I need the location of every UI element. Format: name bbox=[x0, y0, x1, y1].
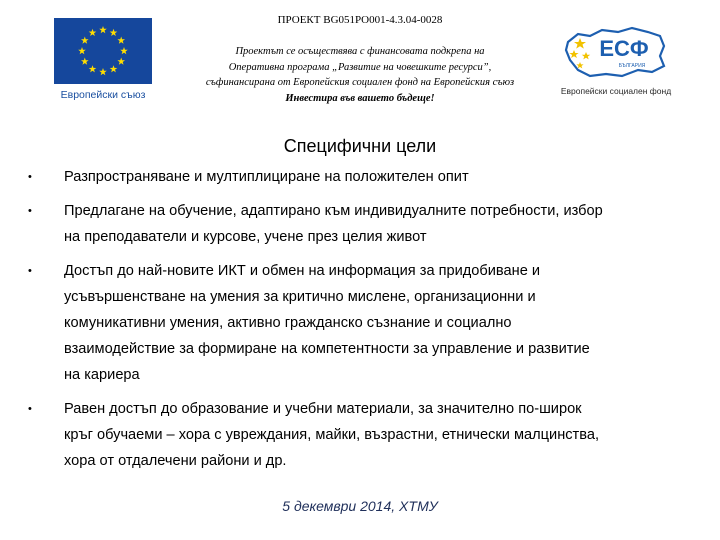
eu-star bbox=[89, 29, 97, 36]
bullet-line: хора от отдалечени райони и др. bbox=[64, 453, 287, 469]
bullet-line: на преподаватели и курсове, учене през целия живот bbox=[64, 229, 427, 245]
bullet-icon: • bbox=[28, 171, 32, 183]
eu-star bbox=[120, 47, 128, 54]
eu-star bbox=[117, 37, 125, 44]
slide-title: Специфични цели bbox=[283, 136, 437, 156]
eu-logo-caption: Европейски съюз bbox=[60, 89, 146, 101]
eu-star bbox=[99, 26, 107, 33]
esf-sub: БЪЛГАРИЯ bbox=[618, 63, 646, 69]
bullet-line: кръг обучаеми – хора с увреждания, майки, възрастни, етнически малцинства, bbox=[64, 427, 599, 443]
eu-star bbox=[117, 58, 125, 65]
esf-logo bbox=[560, 20, 672, 102]
bullet-line: взаимодействие за формиране на компетентности за управление и развитие bbox=[64, 341, 590, 357]
eu-logo bbox=[50, 18, 156, 104]
bullet-icon: • bbox=[28, 403, 32, 415]
funding-note-line: Оперативна програма „Развитие на човешките ресурси”, bbox=[228, 61, 492, 73]
bullet-item bbox=[28, 258, 718, 388]
bullet-line: комуникативни умения, активно гражданско съзнание и социално bbox=[64, 315, 512, 331]
funding-note-line: Проектът се осъществява с финансовата подкрепа на bbox=[235, 46, 485, 57]
bullet-line: Разпространяване и мултиплициране на положителен опит bbox=[64, 169, 469, 185]
eu-star bbox=[110, 29, 118, 36]
funding-note bbox=[170, 44, 550, 106]
bullet-icon: • bbox=[28, 205, 32, 217]
bullet-line: Равен достъп до образование и учебни материали, за значително по-широк bbox=[64, 401, 582, 417]
bullet-line: Предлагане на обучение, адаптирано към индивидуалните потребности, избор bbox=[64, 203, 603, 219]
bullet-line: усъвършенстване на умения за критично мислене, организационни и bbox=[64, 289, 536, 305]
esf-logo-caption: Европейски социален фонд bbox=[560, 86, 672, 96]
bullet-list bbox=[28, 160, 718, 474]
funding-note-line: съфинансирана от Европейския социален фонд на Европейския съюз bbox=[205, 77, 515, 88]
bullet-line: на кариера bbox=[64, 367, 140, 383]
eu-star bbox=[99, 68, 107, 75]
esf-letters: ЕСФ bbox=[599, 36, 649, 61]
project-code: ПРОЕКТ BG051PO001-4.3.04-0028 bbox=[277, 14, 443, 26]
esf-map-icon bbox=[560, 20, 672, 86]
bullet-item bbox=[28, 164, 718, 190]
footer-date: 5 декември 2014, ХТМУ bbox=[282, 498, 438, 514]
eu-star bbox=[81, 37, 89, 44]
bullet-icon: • bbox=[28, 265, 32, 277]
eu-flag-icon bbox=[54, 18, 152, 84]
bullet-item bbox=[28, 396, 718, 474]
eu-star bbox=[78, 47, 86, 54]
slogan: Инвестира във вашето бъдеще! bbox=[285, 92, 435, 104]
eu-star bbox=[81, 58, 89, 65]
bullet-line: Достъп до най-новите ИКТ и обмен на информация за придобиване и bbox=[64, 263, 541, 279]
eu-stars bbox=[54, 18, 152, 84]
eu-star bbox=[110, 65, 118, 72]
bullet-item bbox=[28, 198, 718, 250]
eu-star bbox=[89, 65, 97, 72]
